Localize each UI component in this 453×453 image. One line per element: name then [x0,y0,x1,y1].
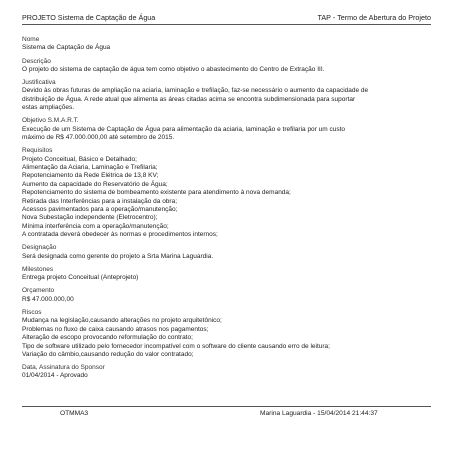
section-objetivo-smart [22,117,431,142]
section-designacao [22,244,431,261]
section-title: Descrição [22,57,51,65]
document-type: TAP - Termo de Abertura do Projeto [317,13,431,22]
text-line: Mudança na legislação,causando alterações no projeto arquitetônico; [22,317,222,325]
text-line: 01/04/2014 - Aprovado [22,372,88,380]
section-nome [22,36,431,53]
section-justificativa [22,79,431,113]
text-line: Devido às obras futuras de ampliação na aciaria, laminação e trefilação, faz-se necessário o aumento da capacidade de [22,87,369,95]
section-title: Designação [22,244,57,252]
text-line: Repotenciamento da Rede Elétrica de 13,8 KV; [22,172,159,180]
section-title: Orçamento [22,287,55,295]
text-line: Retirada das Interferências para a instalação da obra; [22,197,178,205]
text-line: Alteração de escopo provocando reformulação do contrato; [22,334,193,342]
page-header [22,11,431,25]
text-line: O projeto do sistema de captação de água tem como objetivo o abastecimento do Centro de Extração III. [22,65,325,73]
section-title: Nome [22,36,40,43]
text-line: Aumento da capacidade do Reservatório de Água; [22,180,168,188]
document-body [22,36,431,386]
project-title: PROJETO Sistema de Captação de Água [22,13,156,22]
text-line: Problemas no fluxo de caixa causando atrasos nos pagamentos; [22,325,209,333]
section-orcamento [22,287,431,304]
text-line: Alimentação da Aciaria, Laminação e Trefilaria; [22,164,158,172]
section-requisitos [22,147,431,239]
text-line: Será designada como gerente do projeto a Srta Marina Laguardia. [22,252,214,260]
section-riscos [22,309,431,359]
section-text [22,296,431,304]
section-milestones [22,266,431,283]
section-text [22,317,431,359]
text-line: distribuição de Água. A rede atual que alimenta as áreas citadas acima se encontra subdimensionada para suportar [22,95,356,103]
section-title: Objetivo S.M.A.R.T. [22,117,79,125]
section-text [22,372,431,380]
section-text [22,87,431,112]
section-text [22,253,431,261]
section-title: Requisitos [22,147,53,155]
text-line: A contratada deverá obedecer às normas e procedimentos internos; [22,231,218,239]
text-line: Projeto Conceitual, Básico e Detalhado; [22,155,137,163]
text-line: Repotenciamento do sistema de bombeamento existente para atendimento à nova demanda; [22,189,291,197]
page-footer [22,406,431,420]
text-line: Execução de um Sistema de Captação de Água para alimentação da aciaria, laminação e trefilaria por um custo [22,125,346,133]
section-descricao [22,58,431,75]
text-line: Variação do câmbio,causando redução do valor contratado; [22,350,194,358]
section-text [22,44,431,52]
section-text [22,156,431,240]
text-line: Tipo de software utilizado pelo fornecedor incompatível com o software do cliente causando erro de leitura; [22,342,330,350]
section-title: Justificativa [22,79,56,86]
section-text [22,66,431,74]
section-title: Riscos [22,308,42,316]
text-line: Sistema de Captação de Água [22,44,111,52]
text-line: estas ampliações. [22,104,75,112]
section-text [22,274,431,282]
section-title: Data, Assinatura do Sponsor [22,364,105,371]
footer-code: OTMMA3 [60,410,89,417]
text-line: Acessos pavimentados para a operação/manutenção; [22,206,178,214]
section-assinatura [22,364,431,381]
section-title: Milestones [22,265,54,273]
text-line: Nova Subestação independente (Eletrocentro); [22,214,158,222]
text-line: máximo de R$ 47.000.000,00 até setembro de 2015. [22,134,175,142]
text-line: R$ 47.000.000,00 [22,295,74,303]
text-line: Entrega projeto Conceitual (Anteprojeto) [22,274,139,282]
text-line: Mínima interferência com a operação/manutenção; [22,222,169,230]
footer-author-timestamp: Marina Laguardia - 15/04/2014 21:44:37 [260,410,378,417]
section-text [22,126,431,143]
